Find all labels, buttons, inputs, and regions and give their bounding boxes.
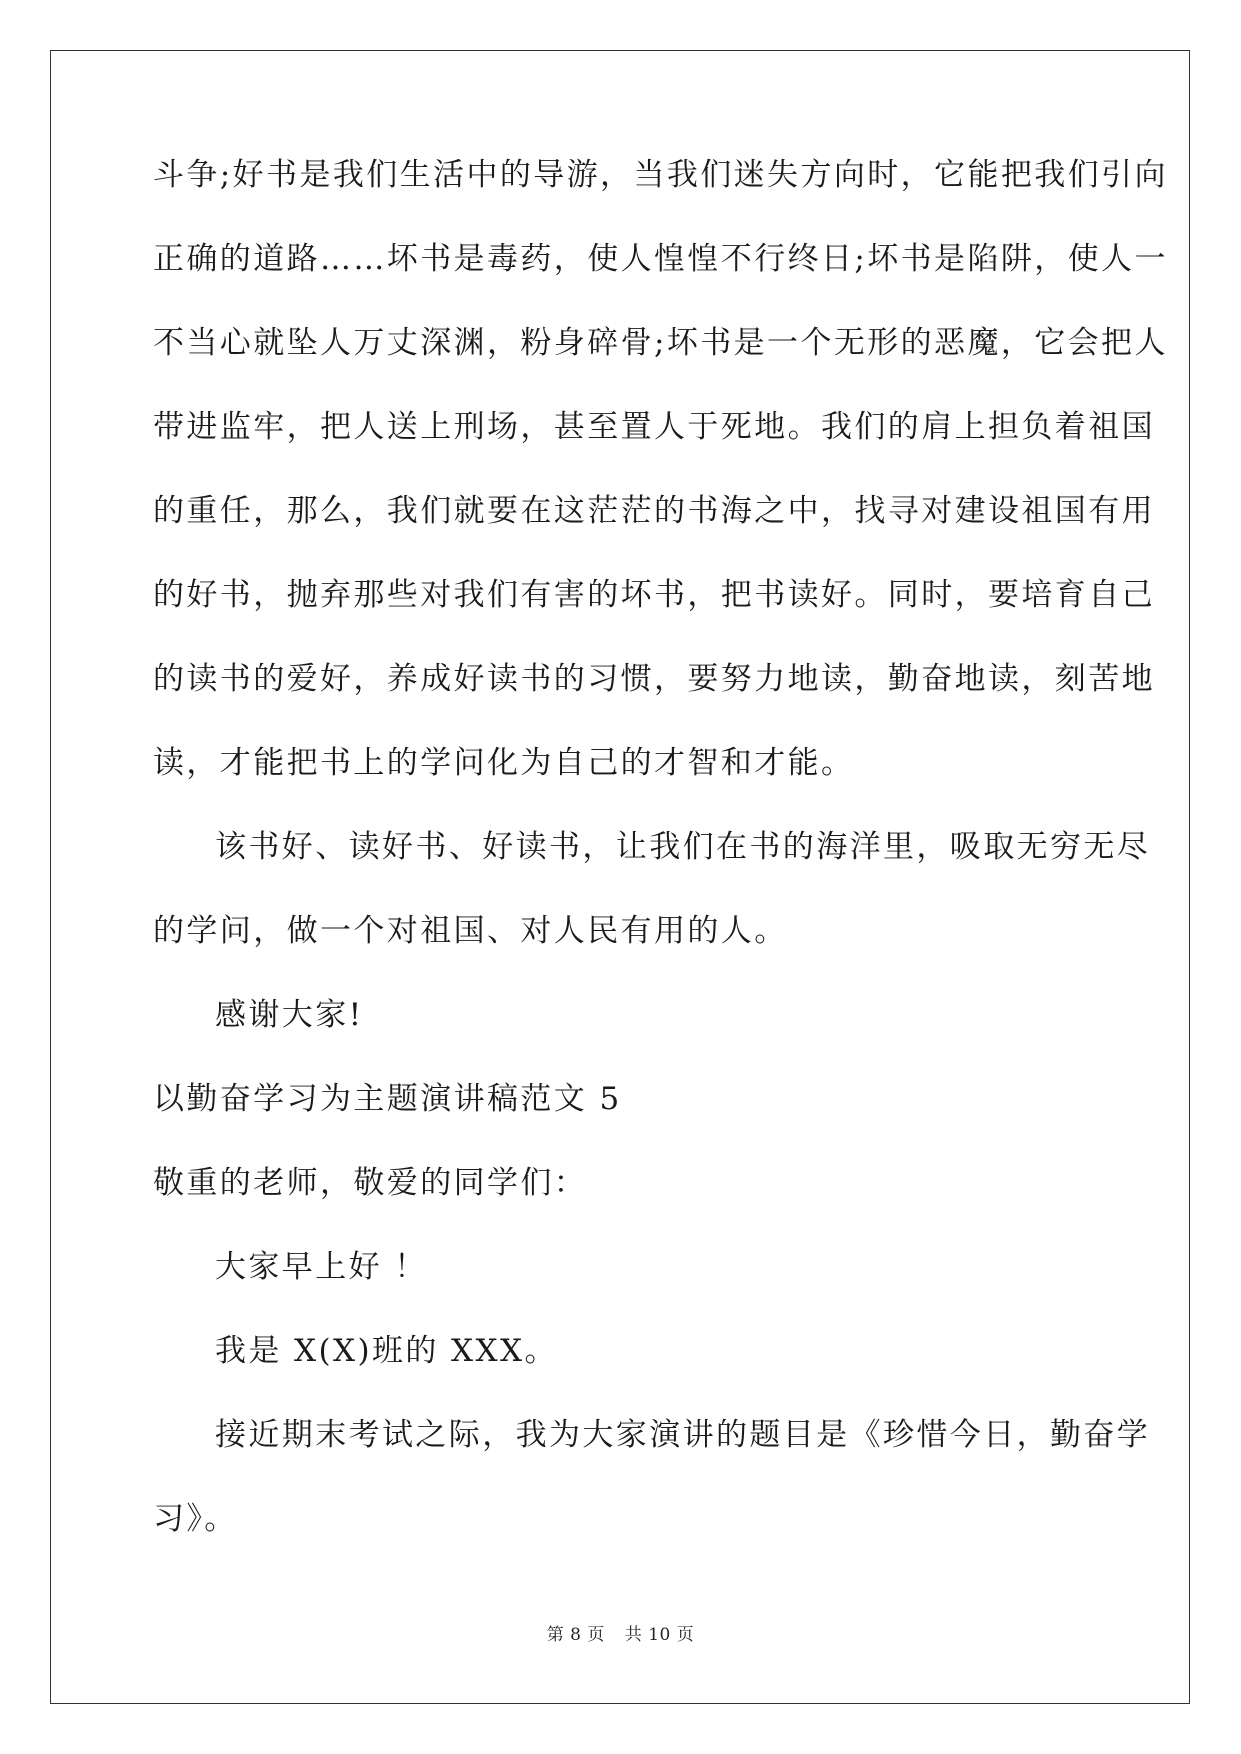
text-line: 的读书的爱好，养成好读书的习惯，要努力地读，勤奋地读，刻苦地 — [153, 661, 1155, 697]
text-line: 斗争;好书是我们生活中的导游，当我们迷失方向时，它能把我们引向 — [153, 157, 1168, 193]
page-total: 共 10 页 — [624, 1625, 695, 1645]
text-line: 该书好、读好书、好读书，让我们在书的海洋里，吸取无穷无尽 — [215, 829, 1151, 865]
text-line: 不当心就坠人万丈深渊，粉身碎骨;坏书是一个无形的恶魔，它会把人 — [153, 325, 1168, 361]
text-line: 正确的道路……坏书是毒药，使人惶惶不行终日;坏书是陷阱，使人一 — [153, 241, 1168, 277]
text-line: 大家早上好 ！ — [215, 1249, 428, 1285]
section-heading: 以勤奋学习为主题演讲稿范文 5 — [153, 1081, 622, 1117]
text-line: 的好书，抛弃那些对我们有害的坏书，把书读好。同时，要培育自己 — [153, 577, 1155, 613]
text-line: 感谢大家! — [215, 997, 364, 1033]
text-line: 的学问，做一个对祖国、对人民有用的人。 — [153, 913, 788, 949]
text-line: 的重任，那么，我们就要在这茫茫的书海之中，找寻对建设祖国有用 — [153, 493, 1155, 529]
page-number: 第 8 页 — [546, 1625, 605, 1645]
document-body — [153, 157, 1168, 1588]
text-line: 习》。 — [153, 1501, 238, 1537]
salutation: 敬重的老师，敬爱的同学们： — [153, 1165, 588, 1201]
text-line: 我是 X(X)班的 XXX。 — [215, 1333, 558, 1369]
text-line: 读，才能把书上的学问化为自己的才智和才能。 — [153, 745, 855, 781]
text-line: 接近期末考试之际，我为大家演讲的题目是《珍惜今日，勤奋学 — [215, 1417, 1151, 1453]
text-line: 带进监牢，把人送上刑场，甚至置人于死地。我们的肩上担负着祖国 — [153, 409, 1155, 445]
page-footer — [0, 1625, 1241, 1645]
